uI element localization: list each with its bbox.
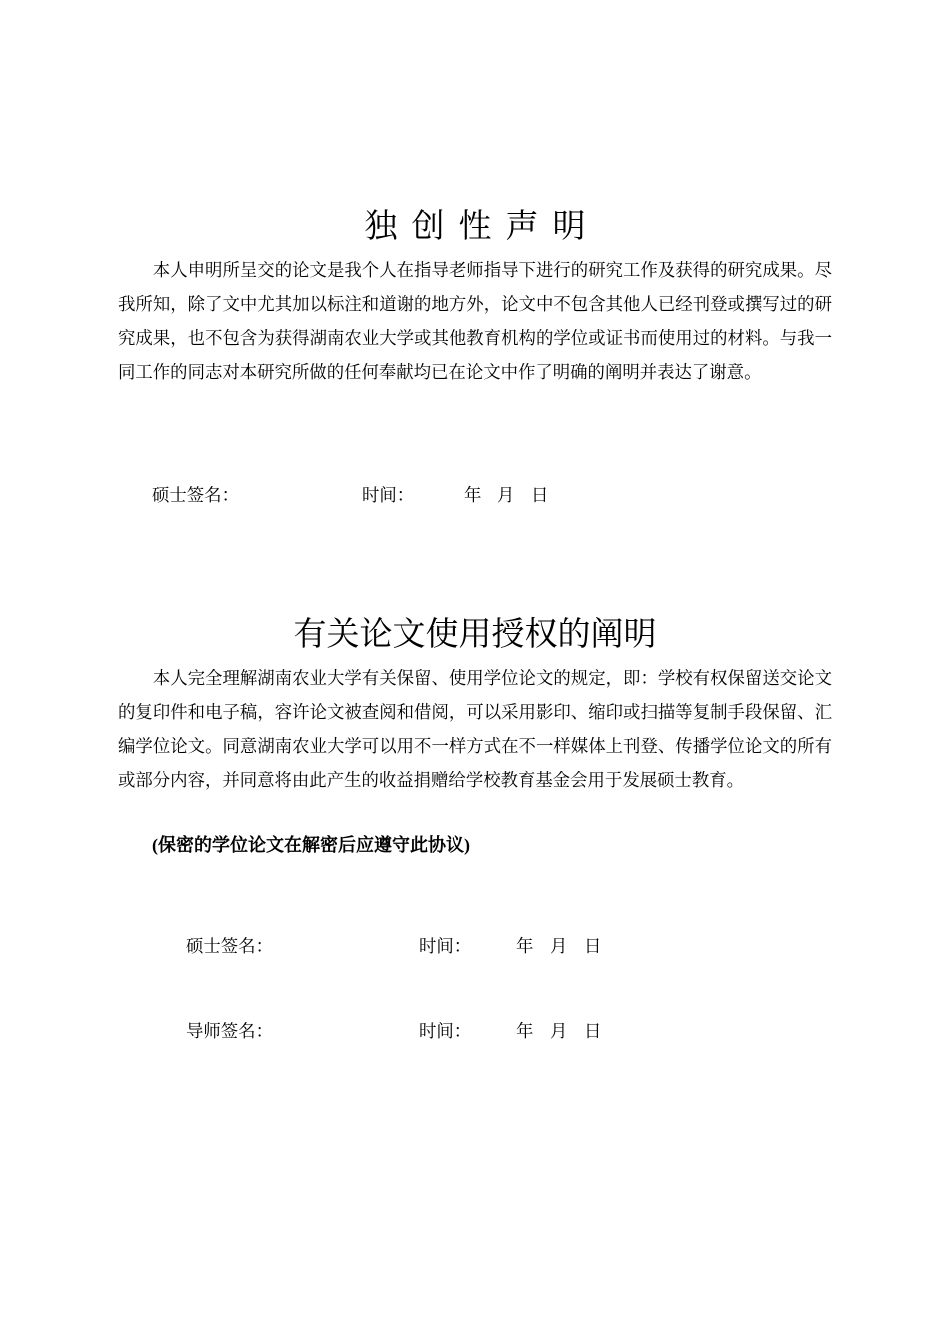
student-signature-label: 硕士签名： [186, 937, 273, 957]
year-label: 年 [516, 937, 534, 957]
advisor-signature-label: 导师签名： [186, 1022, 273, 1042]
year-label: 年 [464, 486, 482, 506]
day-label: 日 [531, 486, 549, 506]
authorization-body: 本人完全理解湖南农业大学有关保留、使用学位论文的规定，即：学校有权保留送交论文的复印件和电子稿，容许论文被查阅和借阅，可以采用影印、缩印或扫描等复制手段保留、汇编学位论文。同意湖南农业大学可以用不一样方式在不一样媒体上刊登、传播学位论文的所有或部分内容，并同意将由此产生的收益捐赠给学校教育基金会用于发展硕士教育。 [118, 669, 832, 791]
declaration-body: 本人申明所呈交的论文是我个人在指导老师指导下进行的研究工作及获得的研究成果。尽我所知，除了文中尤其加以标注和道谢的地方外，论文中不包含其他人已经刊登或撰写过的研究成果，也不包含为获得湖南农业大学或其他教育机构的学位或证书而使用过的材料。与我一同工作的同志对本研究所做的任何奉献均已在论文中作了明确的阐明并表达了谢意。 [118, 261, 832, 383]
day-label: 日 [584, 1022, 602, 1042]
day-label: 日 [584, 937, 602, 957]
month-label: 月 [550, 937, 568, 957]
confidentiality-note: (保密的学位论文在解密后应遵守此协议) [152, 835, 470, 855]
month-label: 月 [550, 1022, 568, 1042]
authorization-title: 有关论文使用授权的阐明 [293, 614, 657, 653]
time-label: 时间： [419, 937, 472, 957]
declaration-title: 独创性声明 [364, 206, 600, 245]
advisor-signature-line [0, 1018, 950, 1046]
time-label: 时间： [419, 1022, 472, 1042]
declaration-signature-line [0, 482, 950, 510]
student-signature-line [0, 933, 950, 961]
student-signature-label: 硕士签名： [152, 486, 239, 506]
month-label: 月 [497, 486, 515, 506]
time-label: 时间： [362, 486, 415, 506]
year-label: 年 [516, 1022, 534, 1042]
